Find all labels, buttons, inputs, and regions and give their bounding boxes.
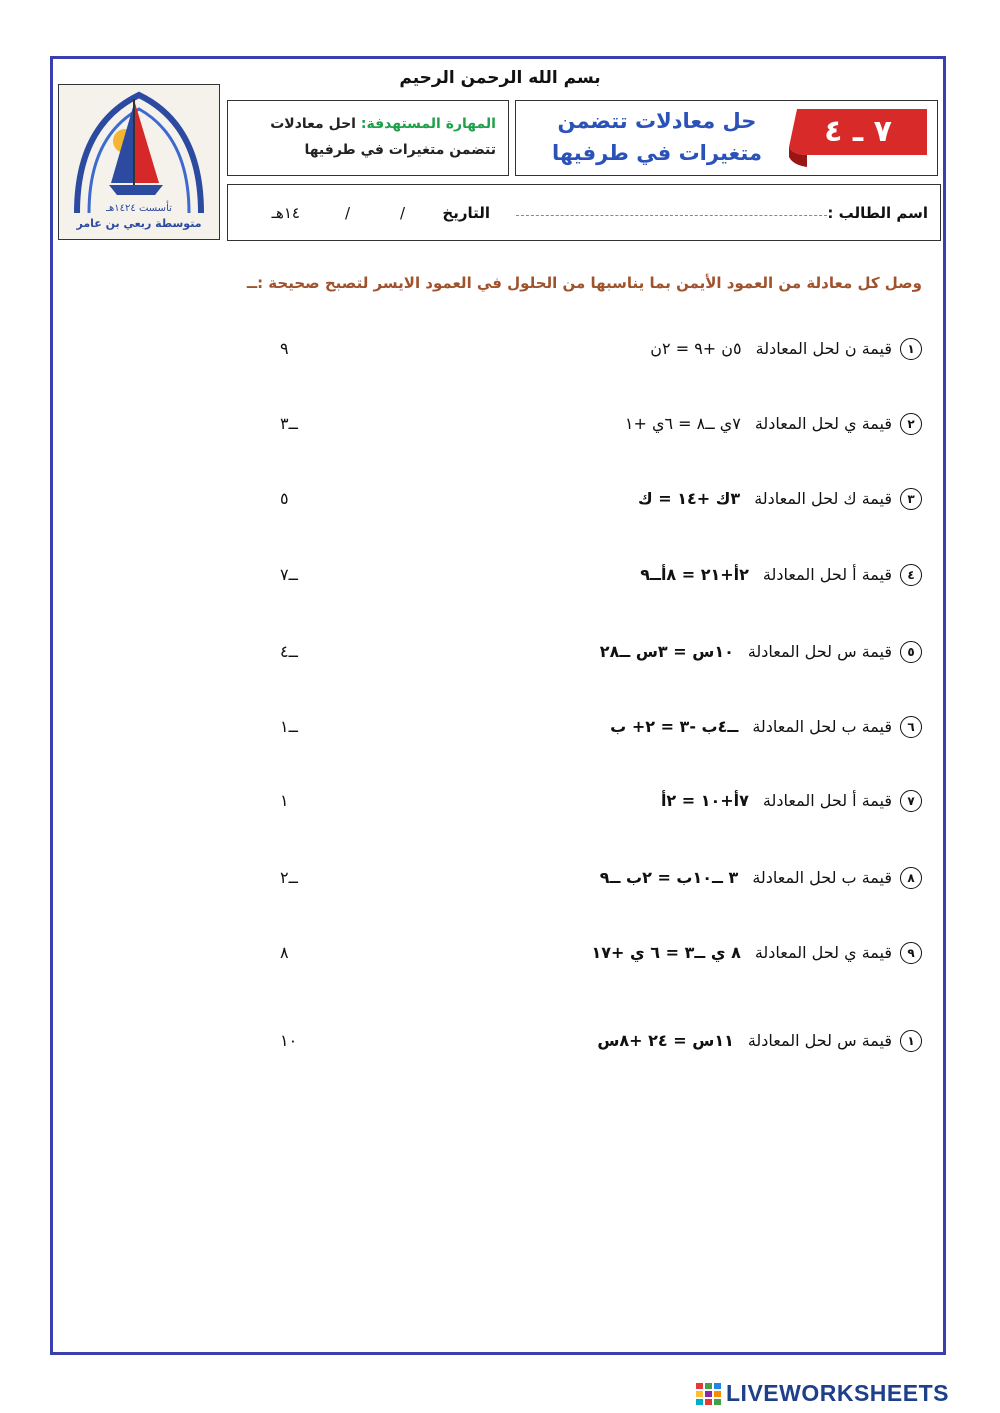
question-prompt: قيمة ي لحل المعادلة — [754, 414, 892, 433]
answer-option[interactable]: ١ — [280, 791, 289, 810]
question-row — [240, 786, 930, 820]
target-skill-box — [227, 100, 509, 176]
question-prompt: قيمة س لحل المعادلة — [747, 642, 892, 661]
student-name-label: اسم الطالب : — [827, 204, 928, 222]
page-border — [50, 56, 946, 1355]
answer-option[interactable]: ــ٣ — [280, 414, 298, 433]
question-row — [240, 712, 930, 746]
question-number: ١ — [900, 338, 922, 360]
skill-label: المهارة المستهدفة: — [360, 116, 496, 132]
equation: ٨ ي ــ٣ = ٦ ي +١٧ — [591, 943, 741, 962]
question-row — [240, 484, 930, 518]
instruction: وصل كل معادلة من العمود الأيمن بما يناسبها من الحلول في العمود الايسر لتصبح صحيحة :ــ — [246, 274, 922, 292]
lesson-title-box — [515, 100, 938, 176]
question-number: ٢ — [900, 413, 922, 435]
equation: ــ٤ب -٣ = ٢+ ب — [610, 717, 739, 736]
logo-caption-school: متوسطة ربعي بن عامر — [76, 217, 202, 230]
lesson-title — [527, 105, 787, 169]
lesson-title-line2: متغيرات في طرفيها — [552, 141, 762, 165]
answer-option[interactable]: ٩ — [280, 339, 289, 358]
equation: ١١س = ٢٤ +٨س — [597, 1031, 734, 1050]
student-info-box — [227, 184, 941, 241]
question-prompt: قيمة أ لحل المعادلة — [762, 565, 892, 584]
logo-caption-founded: تأسست ١٤٢٤هـ — [106, 203, 172, 214]
question-number: ٧ — [900, 790, 922, 812]
answer-option[interactable]: ــ٧ — [280, 565, 298, 584]
date-label: التاريخ — [442, 204, 490, 222]
skill-text-2: تتضمن متغيرات في طرفيها — [304, 142, 496, 158]
question-number: ٩ — [900, 942, 922, 964]
equation: ٣ك +١٤ = ك — [638, 489, 741, 508]
answer-option[interactable]: ٥ — [280, 489, 289, 508]
question-row — [240, 863, 930, 897]
equation: ٧ي ــ٨ = ٦ي +١ — [624, 414, 741, 433]
question-prompt: قيمة ب لحل المعادلة — [752, 868, 892, 887]
question-prompt: قيمة ب لحل المعادلة — [752, 717, 892, 736]
answer-option[interactable]: ــ١ — [280, 717, 298, 736]
question-number: ٤ — [900, 564, 922, 586]
lesson-number: ٧ ـ ٤ — [824, 113, 892, 149]
question-prompt: قيمة ي لحل المعادلة — [754, 943, 892, 962]
school-logo — [58, 84, 220, 240]
question-row — [240, 409, 930, 443]
question-prompt: قيمة أ لحل المعادلة — [762, 791, 892, 810]
date-separator: / — [399, 204, 405, 222]
date-separator: / — [344, 204, 350, 222]
question-number: ٨ — [900, 867, 922, 889]
equation: ١٠س = ٣س ــ٢٨ — [599, 642, 734, 661]
student-name-field[interactable] — [516, 215, 832, 216]
answer-option[interactable]: ١٠ — [280, 1031, 298, 1050]
question-row — [240, 637, 930, 671]
question-row — [240, 938, 930, 972]
answer-option[interactable]: ــ٢ — [280, 868, 298, 887]
question-row — [240, 560, 930, 594]
question-prompt: قيمة س لحل المعادلة — [747, 1031, 892, 1050]
equation: ٣ ــ١٠ب = ٢ب ــ٩ — [599, 868, 739, 887]
question-row — [240, 1026, 930, 1060]
date-year: ١٤هـ — [271, 204, 300, 222]
question-number: ١ — [900, 1030, 922, 1052]
equation: ٧أ+١٠ = ٢أ — [660, 791, 749, 810]
question-row — [240, 334, 930, 368]
basmala: بسم الله الرحمن الرحيم — [399, 68, 601, 88]
answer-option[interactable]: ــ٤ — [280, 642, 298, 661]
lesson-title-line1: حل معادلات تتضمن — [557, 109, 757, 133]
liveworksheets-logo-icon — [696, 1383, 722, 1405]
liveworksheets-brand[interactable]: LIVEWORKSHEETS — [726, 1380, 949, 1406]
equation: ٢أ+٢١ = ٨أــ٩ — [640, 565, 749, 584]
skill-text-1: احل معادلات — [270, 116, 361, 132]
equation: ٥ن +٩ = ٢ن — [650, 339, 742, 358]
question-prompt: قيمة ن لحل المعادلة — [755, 339, 892, 358]
question-number: ٦ — [900, 716, 922, 738]
answer-option[interactable]: ٨ — [280, 943, 289, 962]
question-number: ٣ — [900, 488, 922, 510]
liveworksheets-footer — [696, 1380, 996, 1408]
question-prompt: قيمة ك لحل المعادلة — [754, 489, 892, 508]
question-number: ٥ — [900, 641, 922, 663]
